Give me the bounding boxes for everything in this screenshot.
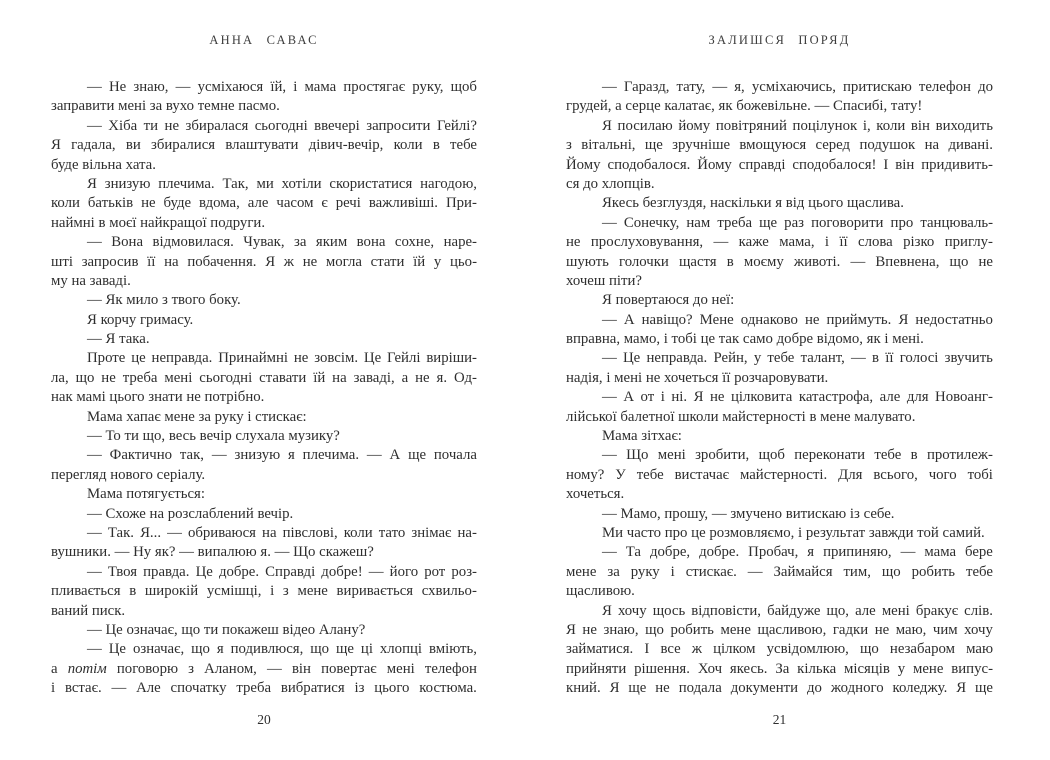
text-line: нак мамі цього знати не потрібно. xyxy=(51,389,265,406)
text-line: Я не знаю, що робить мене щасливою, гадки не маю, чим хочу xyxy=(566,621,993,638)
text-line: — Та добре, добре. Пробач, я припиняю, — мама бере xyxy=(602,544,993,561)
text-line: Я знизую плечима. Так, ми хотіли скористатися нагодою, xyxy=(87,175,477,192)
text-line: Мама потягується: xyxy=(87,486,205,503)
text-line: — А навіщо? Мене однаково не приймуть. Я недостатньо xyxy=(602,311,993,328)
text-line: вправна, мамо, і тобі це так само добре відомо, як і мені. xyxy=(566,331,924,348)
text-line: хочеш піти? xyxy=(566,272,642,289)
text-line: ваний писк. xyxy=(51,602,126,619)
text-line: — То ти що, весь вечір слухала музику? xyxy=(87,428,340,445)
text-line: — Це означає, що ти покажеш відео Алану? xyxy=(87,621,366,638)
text-line: — Так. Я... — обриваюся на півслові, коли тато знімає на- xyxy=(87,524,477,541)
text-line: Проте це неправда. Принаймні не зовсім. Це Гейлі виріши- xyxy=(87,350,477,367)
text-line: — Як мило з твого боку. xyxy=(87,292,241,309)
running-head-title: ЗАЛИШСЯ ПОРЯД xyxy=(708,33,851,47)
text-line: Мама хапає мене за руку і стискає: xyxy=(87,408,307,425)
text-line: коли батьків не буде вдома, але часом є речі важливіші. При- xyxy=(51,195,477,212)
text-line: — Мамо, прошу, — змучено витискаю із себе. xyxy=(602,505,895,522)
text-line: — Вона відмовилася. Чувак, за яким вона сохне, наре- xyxy=(87,234,477,251)
text-line: — Це означає, що я подивлюся, що ще ці хлопці вміють, xyxy=(87,641,477,658)
text-line: ла, що не треба мені сьогодні ставати їй на заваді, а не я. Од- xyxy=(51,369,477,386)
page-number-left: 20 xyxy=(257,712,271,727)
text-line: Я корчу гримасу. xyxy=(87,311,194,328)
text-line: і встає. — Але спочатку треба вибратися із цього костюма. xyxy=(51,680,477,697)
text-line: шті запросив її на побачення. Я ж не могла стати їй у цьо- xyxy=(51,253,477,270)
text-line: Ми часто про це розмовляємо, і результат завжди той самий. xyxy=(602,524,985,541)
text-line: перегляд нового серіалу. xyxy=(51,466,206,483)
text-line: лійської балетної школи майстерності в мене малувато. xyxy=(566,408,916,425)
text-line: шують голочки щастя в моєму животі. — Впевнена, що не xyxy=(566,253,993,270)
text-line: займатися. І все ж цілком усвідомлюю, що незабаром маю xyxy=(566,641,993,658)
text-line: — Що мені зробити, щоб переконати тебе в протилеж- xyxy=(602,447,993,464)
text-line: му на заваді. xyxy=(51,272,131,289)
running-head-author: АННА САВАС xyxy=(209,33,319,47)
text-line: Мама зітхає: xyxy=(602,428,682,445)
text-line: Я хочу щось відповісти, байдуже що, але мені бракує слів. xyxy=(602,602,993,619)
text-line: кний. Я ще не подала документи до жодного коледжу. Я ще xyxy=(566,680,993,697)
page-right xyxy=(566,0,993,760)
text-line: — А от і ні. Я не цілковита катастрофа, але для Новоанг- xyxy=(602,389,993,406)
text-line: буде вільна хата. xyxy=(51,156,156,173)
text-line: не прослуховування, — каже мама, і її слова різко приглу- xyxy=(566,234,993,251)
text-line: з вітальні, ще зручніше вмощуюся серед подушок на дивані. xyxy=(566,137,993,154)
text-line: Я повертаюся до неї: xyxy=(602,292,735,309)
page-left xyxy=(51,0,477,760)
text-line: мене за руку і стискає. — Займайся тим, що робить тебе xyxy=(566,563,993,580)
text-line: ному? У тебе вистачає майстерності. Для всього, чого тобі xyxy=(566,466,993,483)
text-line: Я посилаю йому повітряний поцілунок і, коли він виходить xyxy=(602,117,993,134)
text-line: заправити мені за вухо темне пасмо. xyxy=(51,98,280,115)
page-number-right: 21 xyxy=(772,712,787,727)
text-line: — Хіба ти не збиралася сьогодні ввечері запросити Гейлі? xyxy=(87,117,477,134)
text-line: вушники. — Ну як? — випалюю я. — Що скажеш? xyxy=(51,544,374,561)
page-body-left xyxy=(51,78,477,699)
text-line: Я гадала, ви збиралися влаштувати дівич-вечір, коли в тебе xyxy=(51,137,477,154)
page-body-right xyxy=(566,78,993,699)
text-line: Йому сподобалося. Йому справді сподобалося! І він придивить- xyxy=(566,156,993,173)
text-line: — Це неправда. Рейн, у тебе талант, — в її голосі звучить xyxy=(602,350,993,367)
text-line: — Я така. xyxy=(87,331,150,348)
text-line: Якесь безглуздя, наскільки я від цього щаслива. xyxy=(602,195,904,212)
text-line: наймні в моєї найкращої подруги. xyxy=(51,214,266,231)
text-line: — Схоже на розслаблений вечір. xyxy=(87,505,294,522)
text-line: — Твоя правда. Це добре. Справді добре! — його рот роз- xyxy=(87,563,477,580)
text-line: — Фактично так, — знизую я плечима. — А ще почала xyxy=(87,447,477,464)
text-line: — Сонечку, нам треба ще раз поговорити про танцюваль- xyxy=(602,214,993,231)
text-line: хочеться. xyxy=(566,486,625,503)
text-line: ся до хлопців. xyxy=(566,175,655,192)
text-line: — Не знаю, — усміхаюся їй, і мама простягає руку, щоб xyxy=(87,79,477,95)
text-line: грудей, а серце калатає, як божевільне. — Спасибі, тату! xyxy=(566,98,923,115)
text-line: щасливою. xyxy=(566,583,635,600)
text-line: а потім поговорю з Аланом, — він повертає мені телефон xyxy=(51,660,477,677)
text-line: — Гаразд, тату, — я, усміхаючись, притискаю телефон до xyxy=(602,79,993,95)
text-line: пливається в широкій усмішці, і з мене виривається схвильо- xyxy=(51,583,477,600)
text-line: надія, і мені не хочеться її розчаровувати. xyxy=(566,369,829,386)
text-line: прийняти рішення. Хоч якесь. За кілька місяців у мене випус- xyxy=(566,660,993,677)
